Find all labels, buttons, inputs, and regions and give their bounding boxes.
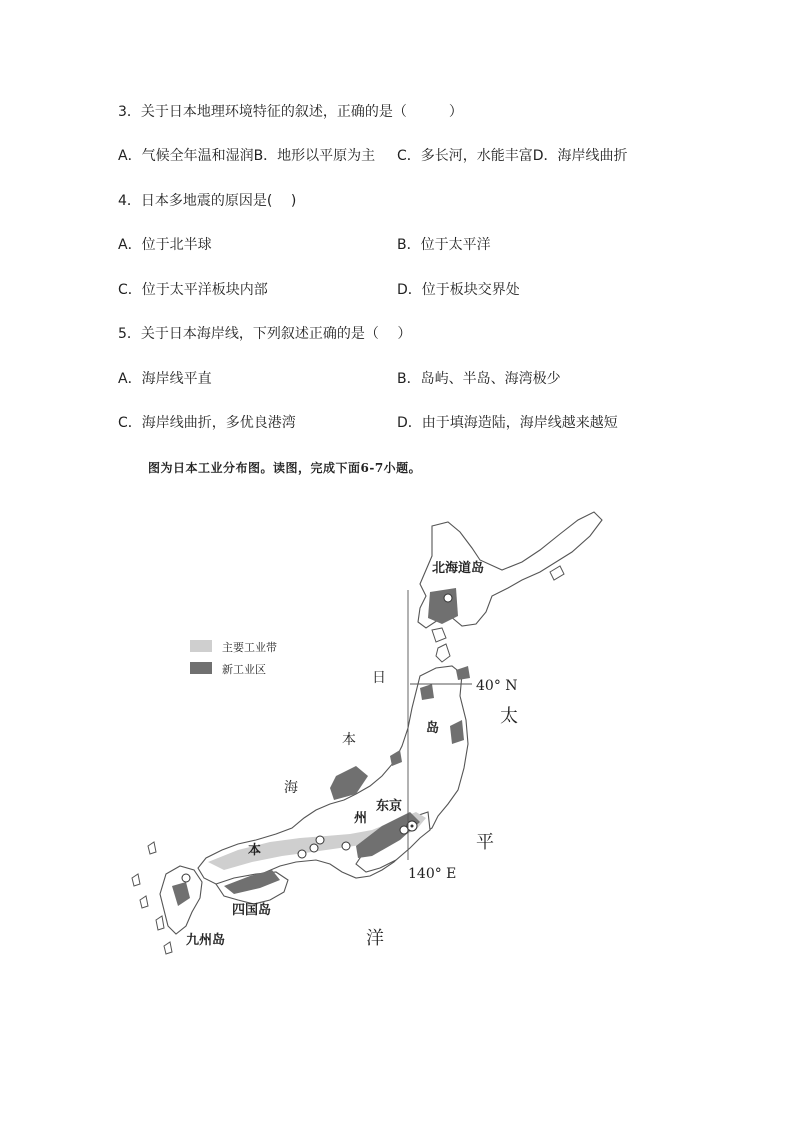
- island-west-1: [140, 896, 148, 908]
- question-5-stem: 5．关于日本海岸线，下列叙述正确的是（ ）: [118, 326, 412, 342]
- label-dao: 岛: [426, 721, 440, 736]
- legend-new-zone-label: 新工业区: [222, 663, 266, 676]
- label-shikoku: 四国岛: [232, 903, 272, 918]
- question-5-option-b: B．岛屿、半岛、海湾极少: [397, 371, 561, 387]
- legend-new-zone-swatch: [190, 662, 212, 674]
- island-south-2: [164, 942, 172, 954]
- island-east-1: [550, 566, 564, 580]
- legend-industrial-belt-swatch: [190, 640, 212, 652]
- island-north-2: [432, 628, 446, 642]
- map-intro-text: 图为日本工业分布图。读图，完成下面6-7小题。: [148, 461, 422, 475]
- label-ocean-1: 太: [500, 706, 518, 727]
- label-honshu-1: 本: [248, 843, 262, 858]
- island-west-2: [148, 842, 156, 854]
- hokkaido-city-dot: [444, 594, 452, 602]
- island-south-1: [156, 916, 164, 930]
- label-latitude: 40° N: [476, 678, 518, 694]
- city-dot-kyoto: [316, 836, 324, 844]
- label-hokkaido: 北海道岛: [432, 561, 485, 576]
- japan-industry-map: [120, 500, 640, 980]
- label-ocean-2: 平: [476, 832, 494, 853]
- question-3-stem: 3．关于日本地理环境特征的叙述，正确的是（ ）: [118, 104, 463, 120]
- label-sea-1: 日: [372, 670, 386, 686]
- tokyo-marker-center: [411, 825, 414, 828]
- legend-industrial-belt-label: 主要工业带: [222, 641, 277, 654]
- label-tokyo: 东京: [376, 799, 403, 814]
- city-dot-kobe: [310, 844, 318, 852]
- city-dot-nagoya: [342, 842, 350, 850]
- label-longitude: 140° E: [408, 866, 457, 882]
- label-kyushu: 九州岛: [186, 933, 226, 948]
- label-honshu-2: 州: [354, 811, 368, 826]
- island-north-1: [436, 644, 450, 662]
- question-5-option-d: D．由于填海造陆，海岸线越来越短: [397, 415, 618, 431]
- city-dot-kitakyushu: [182, 874, 190, 882]
- city-dot-osaka: [298, 850, 306, 858]
- label-sea-2: 本: [342, 732, 356, 748]
- island-west-3: [132, 874, 140, 886]
- label-sea-3: 海: [284, 780, 298, 796]
- question-3-option-cd: C．多长河，水能丰富D．海岸线曲折: [397, 148, 628, 164]
- question-4-option-c: C．位于太平洋板块内部: [118, 282, 268, 298]
- question-4-option-d: D．位于板块交界处: [397, 282, 520, 298]
- label-ocean-3: 洋: [366, 928, 384, 949]
- question-4-stem: 4．日本多地震的原因是( ): [118, 193, 297, 209]
- question-4-option-a: A．位于北半球: [118, 237, 212, 253]
- question-4-option-b: B．位于太平洋: [397, 237, 491, 253]
- question-5-option-c: C．海岸线曲折，多优良港湾: [118, 415, 296, 431]
- question-5-option-a: A．海岸线平直: [118, 371, 212, 387]
- question-3-option-ab: A．气候全年温和湿润B．地形以平原为主: [118, 148, 376, 164]
- new-zone-tohoku-3: [456, 666, 470, 680]
